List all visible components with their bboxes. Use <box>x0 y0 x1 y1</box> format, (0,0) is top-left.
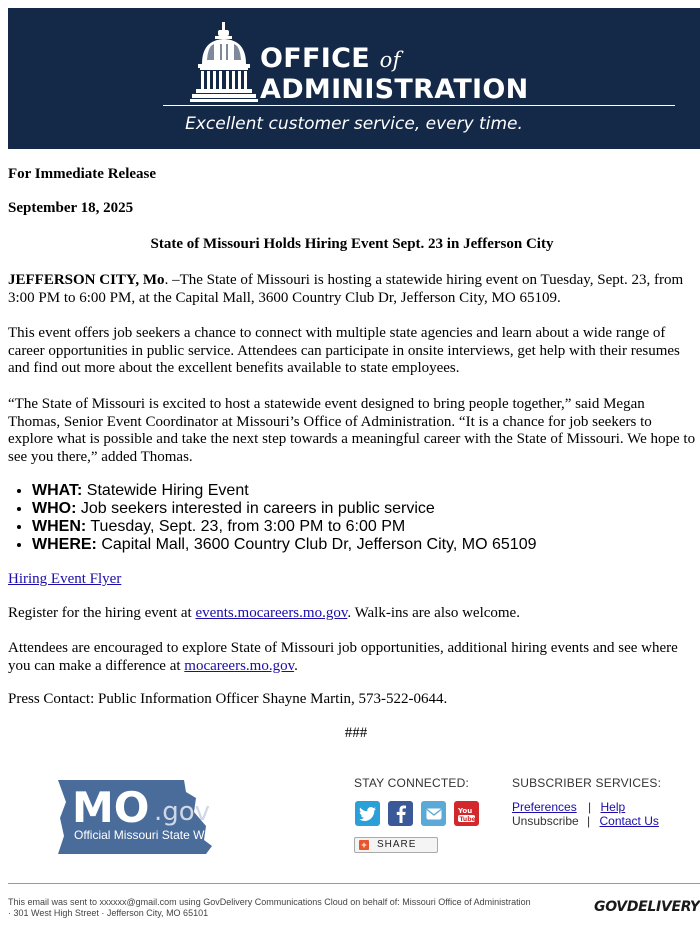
svg-text:Tube: Tube <box>459 815 476 823</box>
capitol-dome-icon <box>190 22 258 104</box>
youtube-button[interactable] <box>454 801 479 826</box>
preferences-link[interactable]: Preferences <box>512 800 577 814</box>
release-label: For Immediate Release <box>8 166 157 182</box>
youtube-icon <box>457 805 476 823</box>
banner-title-administration: ADMINISTRATION <box>260 74 529 105</box>
logo-gov-text: .gov <box>154 797 211 827</box>
release-date: September 18, 2025 <box>8 200 134 216</box>
stay-connected-heading: STAY CONNECTED: <box>354 776 470 790</box>
list-item: • WHO: Job seekers interested in careers in public service <box>32 500 537 518</box>
release-headline: State of Missouri Holds Hiring Event Sept. 23 in Jefferson City <box>150 236 554 252</box>
banner-title-office: OFFICE of <box>260 43 401 74</box>
paragraph-quote: “The State of Missouri is excited to host a statewide event designed to bring people together,” said Megan Thomas, Senior Event Coordinator at Missouri’s Office of Administration. “It is a chance for job seekers to explore what is possible and take the next step towards a meaningful career with the State of Missouri. We hope to see you there,” added Thomas. <box>8 396 696 465</box>
footer-fine-print-line-1: This email was sent to xxxxxx@gmail.com using GovDelivery Communications Cloud on behalf of: Missouri Office of Administration <box>8 897 531 907</box>
event-facts-list <box>32 482 537 554</box>
paragraph-overview: This event offers job seekers a chance to connect with multiple state agencies and learn about a wide range of career opportunities in public service. Attendees can participate in onsite interviews, get help with their resumes and find out more about the excellent benefits available to state employees. <box>8 325 680 376</box>
subscriber-services-heading: SUBSCRIBER SERVICES: <box>512 776 662 790</box>
dateline: JEFFERSON CITY, Mo <box>8 272 165 288</box>
header-banner <box>8 8 700 149</box>
share-label: SHARE <box>377 839 417 850</box>
subscriber-links-row-2: Unsubscribe | Contact Us <box>512 814 659 828</box>
events-site-link[interactable]: events.mocareers.mo.gov <box>195 605 348 621</box>
email-icon <box>426 808 442 820</box>
twitter-button[interactable] <box>355 801 380 826</box>
email-button[interactable] <box>421 801 446 826</box>
press-contact: Press Contact: Public Information Officer Shayne Martin, 573-522-0644. <box>8 691 448 707</box>
unsubscribe-link[interactable]: Unsubscribe <box>512 814 579 828</box>
share-plus-icon: + <box>359 840 369 850</box>
footer-divider <box>8 883 700 884</box>
subscriber-links-row-1: Preferences | Help <box>512 800 626 814</box>
logo-caption: Official Missouri State Website <box>74 828 237 842</box>
banner-tagline: Excellent customer service, every time. <box>185 114 523 134</box>
banner-divider <box>163 105 675 106</box>
contact-us-link[interactable]: Contact Us <box>599 814 659 828</box>
list-item: • WHAT: Statewide Hiring Event <box>32 482 537 500</box>
list-item: • WHERE: Capital Mall, 3600 Country Club Dr, Jefferson City, MO 65109 <box>32 536 537 554</box>
share-button[interactable] <box>354 837 438 853</box>
svg-text:You: You <box>458 806 473 815</box>
end-mark: ### <box>344 725 368 741</box>
logo-mo-text: MO <box>72 783 150 832</box>
govdelivery-logo[interactable]: GOVDELIVERY <box>594 899 700 915</box>
mocareers-link[interactable]: mocareers.mo.gov <box>184 657 295 674</box>
paragraph-explore: Attendees are encouraged to explore State of Missouri job opportunities, additional hiring events and see where you can make a difference at mocareers.mo.gov. <box>8 640 678 674</box>
flyer-line <box>8 571 696 589</box>
paragraph-intro: JEFFERSON CITY, Mo. –The State of Missouri is hosting a statewide hiring event on Tuesday, Sept. 23, from 3:00 PM to 6:00 PM, at the Capital Mall, 3600 Country Club Dr, Jefferson City, MO 65109. <box>8 272 684 306</box>
hiring-event-flyer-link[interactable]: Hiring Event Flyer <box>8 571 122 587</box>
paragraph-register: Register for the hiring event at events.mocareers.mo.gov. Walk-ins are also welcome. <box>8 605 520 621</box>
mo-gov-logo[interactable] <box>56 776 268 856</box>
help-link[interactable]: Help <box>600 800 626 814</box>
facebook-button[interactable] <box>388 801 413 826</box>
list-item: • WHEN: Tuesday, Sept. 23, from 3:00 PM to 6:00 PM <box>32 518 537 536</box>
footer-fine-print-line-2: · 301 West High Street · Jefferson City, MO 65101 <box>8 908 209 918</box>
twitter-icon <box>359 807 376 821</box>
facebook-icon <box>396 805 406 823</box>
